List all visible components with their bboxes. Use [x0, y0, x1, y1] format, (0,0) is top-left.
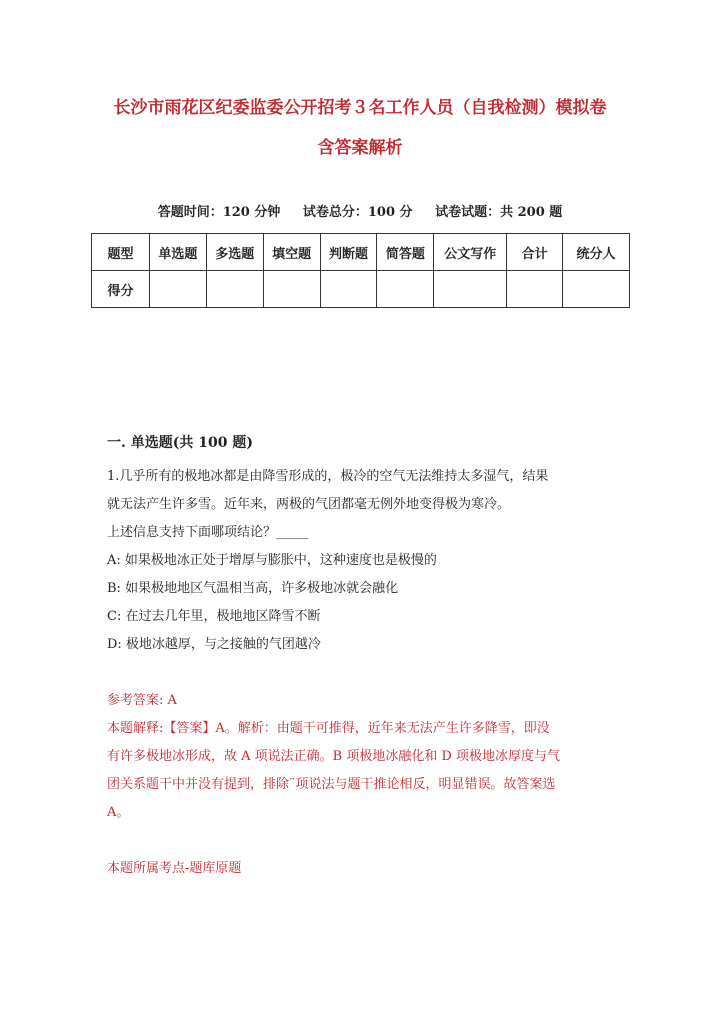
- exam-question-count: 试卷试题：共 200 题: [435, 205, 563, 220]
- section-title: 一. 单选题(共 100 题): [107, 435, 253, 451]
- document-title-line1: 长沙市雨花区纪委监委公开招考３名工作人员（自我检测）模拟卷: [113, 98, 607, 118]
- exam-meta: [60, 201, 660, 220]
- score-cell: [149, 271, 206, 308]
- score-table-header-row: [92, 234, 630, 271]
- table-header-cell: 统分人: [563, 234, 630, 271]
- score-cell: [507, 271, 563, 308]
- score-table: [91, 233, 630, 308]
- table-header-cell: 单选题: [149, 234, 206, 271]
- table-header-cell: 合计: [507, 234, 563, 271]
- table-header-cell: 题型: [92, 234, 150, 271]
- table-header-cell: 判断题: [320, 234, 377, 271]
- score-cell: [563, 271, 630, 308]
- explanation-line: 团关系题干中并没有提到，排除¨项说法与题干推论相反，明显错误。故答案选: [107, 777, 556, 792]
- score-cell: [206, 271, 263, 308]
- option-c: C: 在过去几年里，极地地区降雪不断: [107, 609, 321, 624]
- table-header-cell: 多选题: [206, 234, 263, 271]
- score-cell: [263, 271, 320, 308]
- score-cell: [377, 271, 434, 308]
- score-row-label: 得分: [92, 271, 150, 308]
- exam-time: 答题时间：120 分钟: [157, 205, 281, 220]
- question-stem-line: 1.几乎所有的极地冰都是由降雪形成的，极冷的空气无法维持太多湿气，结果: [107, 469, 549, 484]
- explanation-line: 有许多极地冰形成，故 A 项说法正确。B 项极地冰融化和 D 项极地冰厚度与气: [107, 749, 561, 764]
- explanation-line: A。: [107, 805, 130, 820]
- document-title-line2: 含答案解析: [317, 138, 403, 158]
- table-header-cell: 公文写作: [434, 234, 507, 271]
- score-cell: [320, 271, 377, 308]
- option-a: A: 如果极地冰正处于增厚与膨胀中，这种速度也是极慢的: [107, 553, 437, 568]
- table-header-cell: 填空题: [263, 234, 320, 271]
- option-d: D: 极地冰越厚，与之接触的气团越冷: [107, 637, 321, 652]
- score-table-score-row: [92, 271, 630, 308]
- question-category: 本题所属考点-题库原题: [107, 861, 242, 876]
- table-header-cell: 简答题: [377, 234, 434, 271]
- exam-total-score: 试卷总分：100 分: [302, 205, 413, 220]
- explanation-line: 本题解释:【答案】A。解析：由题干可推得，近年来无法产生许多降雪，即没: [107, 721, 550, 736]
- reference-answer: 参考答案: A: [107, 693, 177, 708]
- score-cell: [434, 271, 507, 308]
- option-b: B: 如果极地地区气温相当高，许多极地冰就会融化: [107, 581, 399, 596]
- question-stem-line: 就无法产生许多雪。近年来，两极的气团都毫无例外地变得极为寒冷。: [107, 497, 511, 512]
- question-prompt: 上述信息支持下面哪项结论？_____: [107, 525, 309, 540]
